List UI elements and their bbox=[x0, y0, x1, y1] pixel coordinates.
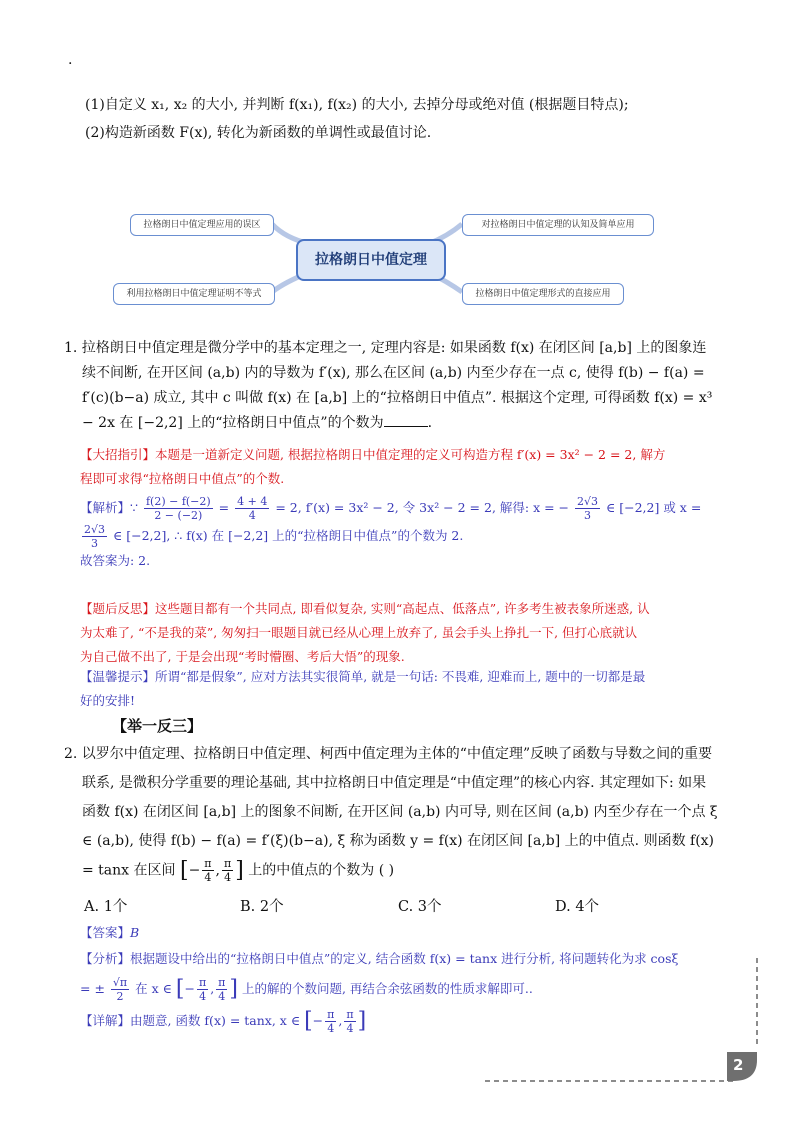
answer-value: B bbox=[130, 925, 140, 940]
option-d[interactable]: D. 4个 bbox=[555, 899, 600, 915]
mindmap-node-bottom-left: 利用拉格朗日中值定理证明不等式 bbox=[113, 283, 275, 305]
neg-sign: − bbox=[188, 862, 201, 879]
q1-line-4: − 2x 在 [−2,2] 上的“拉格朗日中值点”的个数为 bbox=[82, 415, 384, 431]
reflection-text-1: 这些题目都有一个共同点, 即看似复杂, 实则“高起点、低落点”, 许多考生被表象所迷惑, 认 bbox=[155, 601, 650, 616]
analysis-tag: 【解析】 bbox=[80, 500, 131, 515]
reflection-text-3: 为自己做不出了, 于是会出现“考时懵圈、考后大悟”的现象. bbox=[80, 649, 405, 664]
intro-line-1: (1)自定义 x₁, x₂ 的大小, 并判断 f(x₁), f(x₂) 的大小, 去掉分母或绝对值 (根据题目特点); bbox=[85, 97, 629, 113]
neg-sign-3: − bbox=[312, 1013, 324, 1028]
bracket-l3: [ bbox=[304, 1008, 313, 1034]
q2-line-2: 联系, 是微积分学重要的理论基础, 其中拉格朗日中值定理是“中值定理”的核心内容. 其定理如下: 如果 bbox=[82, 775, 707, 791]
q2-line-3: 函数 f(x) 在闭区间 [a,b] 上的图象不间断, 在开区间 (a,b) 内可导, 则在区间 (a,b) 内至少存在一个点 ξ bbox=[82, 804, 718, 820]
reflection-tag: 【题后反思】 bbox=[80, 601, 156, 616]
pi-over-4-b: $\frac{\pi}{4}$ bbox=[223, 857, 232, 884]
q1-line-4-end: . bbox=[427, 415, 433, 431]
intro-line-2: (2)构造新函数 F(x), 转化为新函数的单调性或最值讨论. bbox=[85, 125, 432, 141]
q2-line-4: ∈ (a,b), 使得 f(b) − f(a) = f′(ξ)(b−a), ξ 称为函数 y = f(x) 在闭区间 [a,b] 上的中值点. 则函数 f(x) bbox=[82, 833, 715, 849]
analysis-text-2: ∈ [−2,2], ∴ f(x) 在 [−2,2] 上的“拉格朗日中值点”的个数为 2. bbox=[113, 528, 464, 543]
page-number: 2 bbox=[733, 1056, 744, 1074]
comma-2: , bbox=[210, 981, 215, 996]
neg-sign-2: − bbox=[184, 981, 195, 996]
because-symbol: ∵ bbox=[130, 500, 138, 515]
analysis-text-1b: ∈ [−2,2] 或 x = bbox=[606, 500, 702, 515]
q2-line-1: 2. 以罗尔中值定理、拉格朗日中值定理、柯西中值定理为主体的“中值定理”反映了函数与导数之间的重要 bbox=[64, 746, 713, 762]
option-c[interactable]: C. 3个 bbox=[398, 899, 442, 915]
fenxi-text-2b: 上的解的个数问题, 再结合余弦函数的性质求解即可.. bbox=[241, 981, 533, 996]
q2-line-5b: 上的中值点的个数为 ( ) bbox=[248, 862, 395, 879]
pi-over-4-c: $\frac{\pi}{4}$ bbox=[198, 976, 207, 1003]
section-heading: 【举一反三】 bbox=[112, 717, 203, 735]
tip-text-2: 好的安排! bbox=[80, 693, 136, 708]
q2-line-5a: = tanx 在区间 bbox=[82, 862, 176, 879]
fenxi-tag: 【分析】 bbox=[80, 951, 131, 966]
pi-over-4-a: $\frac{\pi}{4}$ bbox=[204, 857, 212, 884]
pi-over-4-f: $\frac{\pi}{4}$ bbox=[346, 1008, 354, 1035]
fraction-1: $\frac{f(2) - f(-2)}{2 - (-2)}$ bbox=[145, 495, 211, 522]
interval-comma: , bbox=[215, 862, 220, 879]
bracket-l2: [ bbox=[175, 976, 185, 1002]
plus-minus: = ± bbox=[80, 981, 105, 996]
option-b[interactable]: B. 2个 bbox=[240, 899, 284, 915]
fraction-2: $\frac{4 + 4}{4}$ bbox=[237, 495, 268, 522]
q1-line-2: 续不间断, 在开区间 (a,b) 内的导数为 f′(x), 那么在区间 (a,b) 内至少存在一点 c, 使得 f(b) − f(a) = bbox=[82, 365, 705, 381]
bracket-r2: ] bbox=[229, 976, 238, 1002]
mindmap-center-node: 拉格朗日中值定理 bbox=[296, 239, 446, 281]
q1-line-3: f′(c)(b−a) 成立, 其中 c 叫做 f(x) 在 [a,b] 上的“拉格朗日中值点”. 根据这个定理, 可得函数 f(x) = x³ bbox=[82, 390, 713, 406]
reflection-text-2: 为太难了, “不是我的菜”, 匆匆扫一眼题目就已经从心理上放弃了, 虽会手头上挣扎一下, 但打心底就认 bbox=[80, 625, 638, 640]
tip-tag: 【温馨提示】 bbox=[80, 669, 156, 684]
mindmap-node-bottom-right: 拉格朗日中值定理形式的直接应用 bbox=[462, 283, 624, 305]
mindmap-node-top-left: 拉格朗日中值定理应用的误区 bbox=[130, 214, 274, 236]
answer-tag: 【答案】 bbox=[80, 925, 131, 940]
dot-mark: . bbox=[68, 52, 73, 68]
hint-text-1: 本题是一道新定义问题, 根据拉格朗日中值定理的定义可构造方程 f′(x) = 3x² − 2 = 2, 解方 bbox=[155, 447, 666, 462]
xiangjie-tag: 【详解】 bbox=[80, 1013, 131, 1028]
sqrt-pi-over-2: $\frac{√\pi}{2}$ bbox=[112, 976, 128, 1003]
fenxi-text-2a: 在 x ∈ bbox=[135, 981, 172, 996]
mindmap-node-top-right: 对拉格朗日中值定理的认知及简单应用 bbox=[462, 214, 654, 236]
pi-over-4-e: $\frac{\pi}{4}$ bbox=[327, 1008, 335, 1035]
comma-3: , bbox=[338, 1013, 343, 1028]
analysis-answer: 故答案为: 2. bbox=[80, 553, 151, 568]
analysis-text-1: = 2, f′(x) = 3x² − 2, 令 3x² − 2 = 2, 解得: x = − bbox=[275, 500, 570, 515]
hint-text-2: 程即可求得“拉格朗日中值点”的个数. bbox=[80, 471, 285, 486]
bracket-r3: ] bbox=[357, 1008, 367, 1034]
q1-line-1: 1. 拉格朗日中值定理是微分学中的基本定理之一, 定理内容是: 如果函数 f(x) 在闭区间 [a,b] 上的图象连 bbox=[64, 340, 707, 356]
fenxi-text-1: 根据题设中给出的“拉格朗日中值点”的定义, 结合函数 f(x) = tanx 进行分析, 将问题转化为求 cosξ bbox=[130, 951, 679, 966]
interval-bracket-right: ] bbox=[235, 858, 244, 883]
hint-tag: 【大招指引】 bbox=[80, 447, 156, 462]
pi-over-4-d: $\frac{\pi}{4}$ bbox=[218, 976, 226, 1003]
tip-text-1: 所谓“都是假象”, 应对方法其实很简单, 就是一句话: 不畏难, 迎难而上, 题中的一切都是最 bbox=[155, 669, 646, 684]
fraction-3: $\frac{2√3}{3}$ bbox=[577, 495, 599, 522]
equals-sign: = bbox=[218, 500, 230, 515]
interval-bracket-left: [ bbox=[179, 858, 189, 883]
fraction-4: $\frac{2√3}{3}$ bbox=[84, 523, 106, 550]
option-a[interactable]: A. 1个 bbox=[84, 899, 128, 915]
xiangjie-text: 由题意, 函数 f(x) = tanx, x ∈ bbox=[130, 1013, 301, 1028]
